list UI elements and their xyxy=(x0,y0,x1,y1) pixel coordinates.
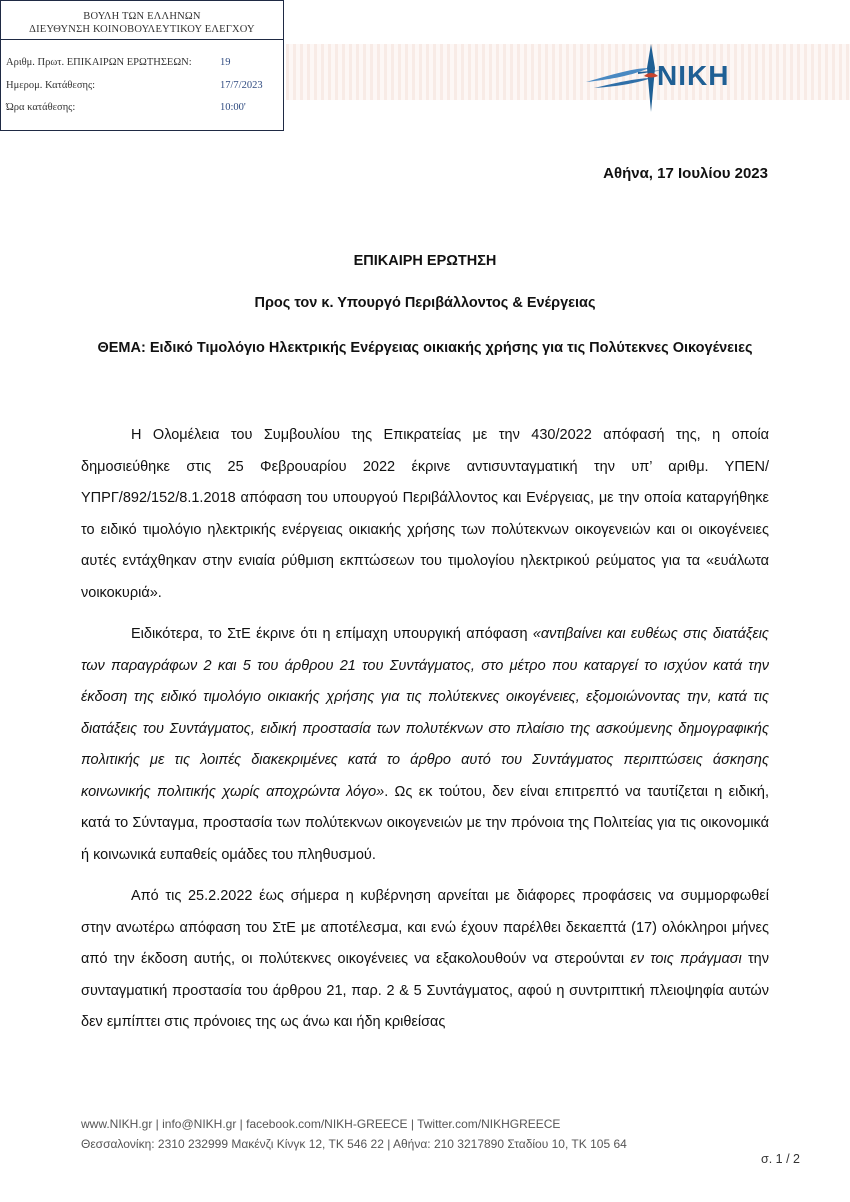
stamp-protocol-value: 19 xyxy=(220,57,231,68)
parliament-stamp xyxy=(0,0,284,131)
stamp-time-label: Ώρα κατάθεσης: xyxy=(6,102,76,113)
paragraph-2 xyxy=(81,619,769,871)
date-line: Αθήνα, 17 Ιουλίου 2023 xyxy=(603,165,768,182)
document-body xyxy=(81,420,769,1049)
stamp-org xyxy=(1,1,283,36)
paragraph-3 xyxy=(81,881,769,1039)
stamp-time-value: 10:00' xyxy=(220,102,246,113)
stamp-date-value: 17/7/2023 xyxy=(220,80,263,91)
paragraph-2-start: Ειδικότερα, το ΣτΕ έκρινε ότι η επίμαχη υπουργική απόφαση xyxy=(131,626,533,642)
recipient-heading: Προς τον κ. Υπουργό Περιβάλλοντος & Ενέργειας xyxy=(254,295,596,311)
stamp-protocol-label: Αριθμ. Πρωτ. ΕΠΙΚΑΙΡΩΝ ΕΡΩΤΗΣΕΩΝ: xyxy=(6,57,192,68)
subject-heading: ΘΕΜΑ: Ειδικό Τιμολόγιο Ηλεκτρικής Ενέργειας οικιακής χρήσης για τις Πολύτεκνες Οικογένειες xyxy=(97,340,753,356)
stamp-org-line1: ΒΟΥΛΗ ΤΩΝ ΕΛΛΗΝΩΝ xyxy=(83,11,201,22)
stamp-org-line2: ΔΙΕΥΘΥΝΣΗ ΚΟΙΝΟΒΟΥΛΕΥΤΙΚΟΥ ΕΛΕΓΧΟΥ xyxy=(29,24,255,35)
paragraph-3-start: Από τις 25.2.2022 έως σήμερα η κυβέρνηση αρνείται με διάφορες προφάσεις να συμμορφωθεί στην ανωτέρω απόφαση του ΣτΕ με αποτέλεσμα, και ενώ έχουν παρέλθει δεκαεπτά (17) ολόκληροι μήνες από την έκδοση αυτής, οι πολύτεκνες οικογένειες να εξακολουθούν να στερούνται xyxy=(81,888,769,967)
paragraph-1-text: Η Ολομέλεια του Συμβουλίου της Επικρατείας με την 430/2022 απόφασή της, η οποία δημοσιεύθηκε στις 25 Φεβρουαρίου 2022 έκρινε αντισυνταγματική την υπ’ αριθμ. ΥΠΕΝ/ΥΠΡΓ/892/152/8.1.2018 απόφαση του υπουργού Περιβάλλοντος και Ενέργειας, με την οποία καταργήθηκε το ειδικό τιμολόγιο ηλεκτρικής ενέργειας οικιακής χρήσης των πολύτεκνων οικογενειών και οι οικογένειες αυτές εντάχθηκαν στην ενιαία ρύθμιση εκπτώσεων του τιμολογίου ηλεκτρικού ρεύματος για τα «ευάλωτα νοικοκυριά». xyxy=(81,427,769,601)
stamp-divider xyxy=(1,39,283,40)
paragraph-3-italic: εν τοις πράγμασι xyxy=(630,951,742,967)
stamp-date-label: Ημερομ. Κατάθεσης: xyxy=(6,80,96,91)
footer xyxy=(81,1114,627,1154)
paragraph-1 xyxy=(81,420,769,609)
paragraph-3-end: την συνταγματική προστασία του άρθρου 21, παρ. 2 & 5 Συντάγματος, αφού η συντριπτική πλειοψηφία αυτών δεν εμπίπτει στις πρόνοιες της ως άνω και ήδη κριθείσας xyxy=(81,951,769,1030)
footer-address-line: Θεσσαλονίκη: 2310 232999 Μακένζι Κίνγκ 12, ΤΚ 546 22 | Αθήνα: 210 3217890 Σταδίου 10, ΤΚ 105 64 xyxy=(81,1137,627,1151)
document-type-heading: ΕΠΙΚΑΙΡΗ ΕΡΩΤΗΣΗ xyxy=(353,253,497,269)
logo-wordmark: NIKH xyxy=(657,60,730,91)
paragraph-2-end: . Ως εκ τούτου, δεν είναι επιτρεπτό να ταυτίζεται η ειδική, κατά το Σύνταγμα, προστασία των πολύτεκνων οικογενειών με την πρόνοια της Πολιτείας για τις οικονομικά ή κοινωνικά ευπαθείς ομάδες του πληθυσμού. xyxy=(81,783,769,863)
header-band xyxy=(286,44,850,100)
footer-contact-line: www.NIKH.gr | info@NIKH.gr | facebook.com/NIKH-GREECE | Twitter.com/NIKHGREECE xyxy=(81,1117,561,1131)
paragraph-2-quote: «αντιβαίνει και ευθέως στις διατάξεις των παραγράφων 2 και 5 του άρθρου 21 του Συντάγματος, στο μέτρο που καταργεί το ισχύον κατά την έκδοση της ειδικό τιμολόγιο οικιακής χρήσης για τις πολύτεκνες οικογένειες, εξομοιώνοντας την, κατά τις διατάξεις του Συντάγματος, ειδική προστασία των πολυτέκνων στο πλαίσιο της ασκούμενης δημογραφικής πολιτικής με τις λοιπές διακεκριμένες κατά το άρθρο αυτό του Συντάγματος περιπτώσεις άσκησης κοινωνικής πολιτικής χωρίς αποχρώντα λόγο» xyxy=(81,626,769,800)
page-number: σ. 1 / 2 xyxy=(761,1152,800,1166)
